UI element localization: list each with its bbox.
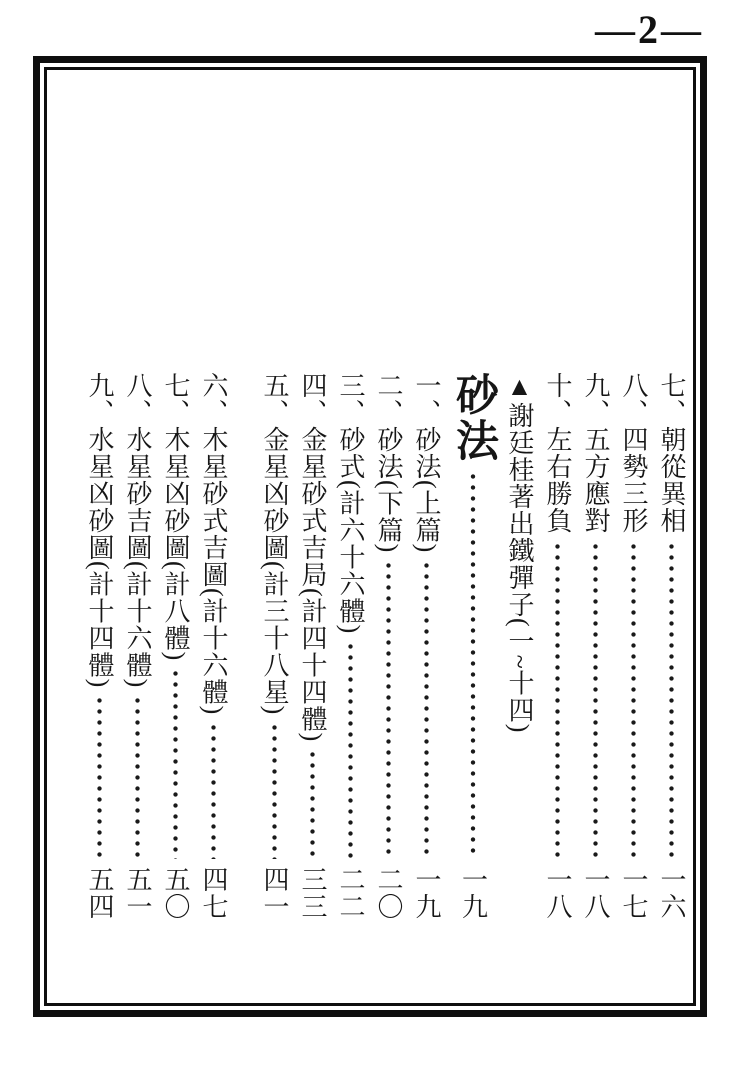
toc-entry-title: 七、木星凶砂圖(計八體) [161,372,190,662]
toc-entry-page: 二〇 [374,866,403,920]
toc-entry [543,372,572,920]
toc-entry-page: 四一 [260,866,289,920]
toc-entry [199,372,228,920]
dotted-leader [581,541,610,859]
toc-entry-page: 一六 [657,866,686,920]
toc-entry-page: 五〇 [161,866,190,920]
toc-entry [161,372,190,920]
dotted-leader [260,722,289,859]
toc-entry [260,372,289,920]
toc-entry-title: 九、五方應對 [581,372,610,534]
toc-entry-title: 八、水星砂吉圖(計十六體) [123,372,152,689]
dotted-leader [199,722,228,859]
dotted-leader [298,749,327,859]
toc-entry-title: 六、木星砂式吉圖(計十六體) [199,372,228,716]
dotted-leader [450,471,496,859]
toc-entry-title: 二、砂法(下篇) [374,372,403,554]
toc-entry-page: 五一 [123,866,152,920]
table-of-contents [52,372,686,920]
dotted-leader [543,541,572,859]
toc-entry [581,372,610,920]
toc-entry-page: 一九 [412,866,441,920]
toc-entry-page: 一八 [543,866,572,920]
toc-entry-title: ▲謝廷桂著出鐵彈子(一~十四) [505,372,534,734]
toc-entry-page: 一八 [581,866,610,920]
toc-entry [298,372,327,920]
toc-entry-title: 三、砂式(計六十六體) [336,372,365,635]
toc-entry-page: 四七 [199,866,228,920]
toc-entry-title: 四、金星砂式吉局(計四十四體) [298,372,327,743]
toc-entry [85,372,114,920]
toc-entry-author-note [505,372,534,920]
toc-entry [123,372,152,920]
toc-entry-title: 八、四勢三形 [619,372,648,534]
dotted-leader [85,695,114,859]
page-number: —2— [595,7,704,52]
toc-entry-title: 五、金星凶砂圖(計三十八星) [260,372,289,716]
dotted-leader [336,641,365,859]
dotted-leader [657,541,686,859]
toc-entry [374,372,403,920]
toc-entry-page: 一七 [619,866,648,920]
toc-entry-page: 三三 [298,866,327,920]
toc-entry [412,372,441,920]
dotted-leader [123,695,152,859]
dotted-leader [161,668,190,859]
toc-entry-title: 九、水星凶砂圖(計十四體) [85,372,114,689]
toc-entry-title: 七、朝從異相 [657,372,686,534]
dotted-leader [412,560,441,859]
dotted-leader [374,560,403,859]
toc-entry [657,372,686,920]
toc-section-title [450,372,496,920]
toc-entry-title: 一、砂法(上篇) [412,372,441,554]
section-title-text: 砂法 [450,372,497,464]
toc-entry [336,372,365,920]
toc-entry-page: 一九 [458,866,488,920]
toc-entry-page: 五四 [85,866,114,920]
toc-entry [619,372,648,920]
dotted-leader [619,541,648,859]
toc-entry-page: 二二 [336,866,365,920]
toc-entry-title: 十、左右勝負 [543,372,572,534]
